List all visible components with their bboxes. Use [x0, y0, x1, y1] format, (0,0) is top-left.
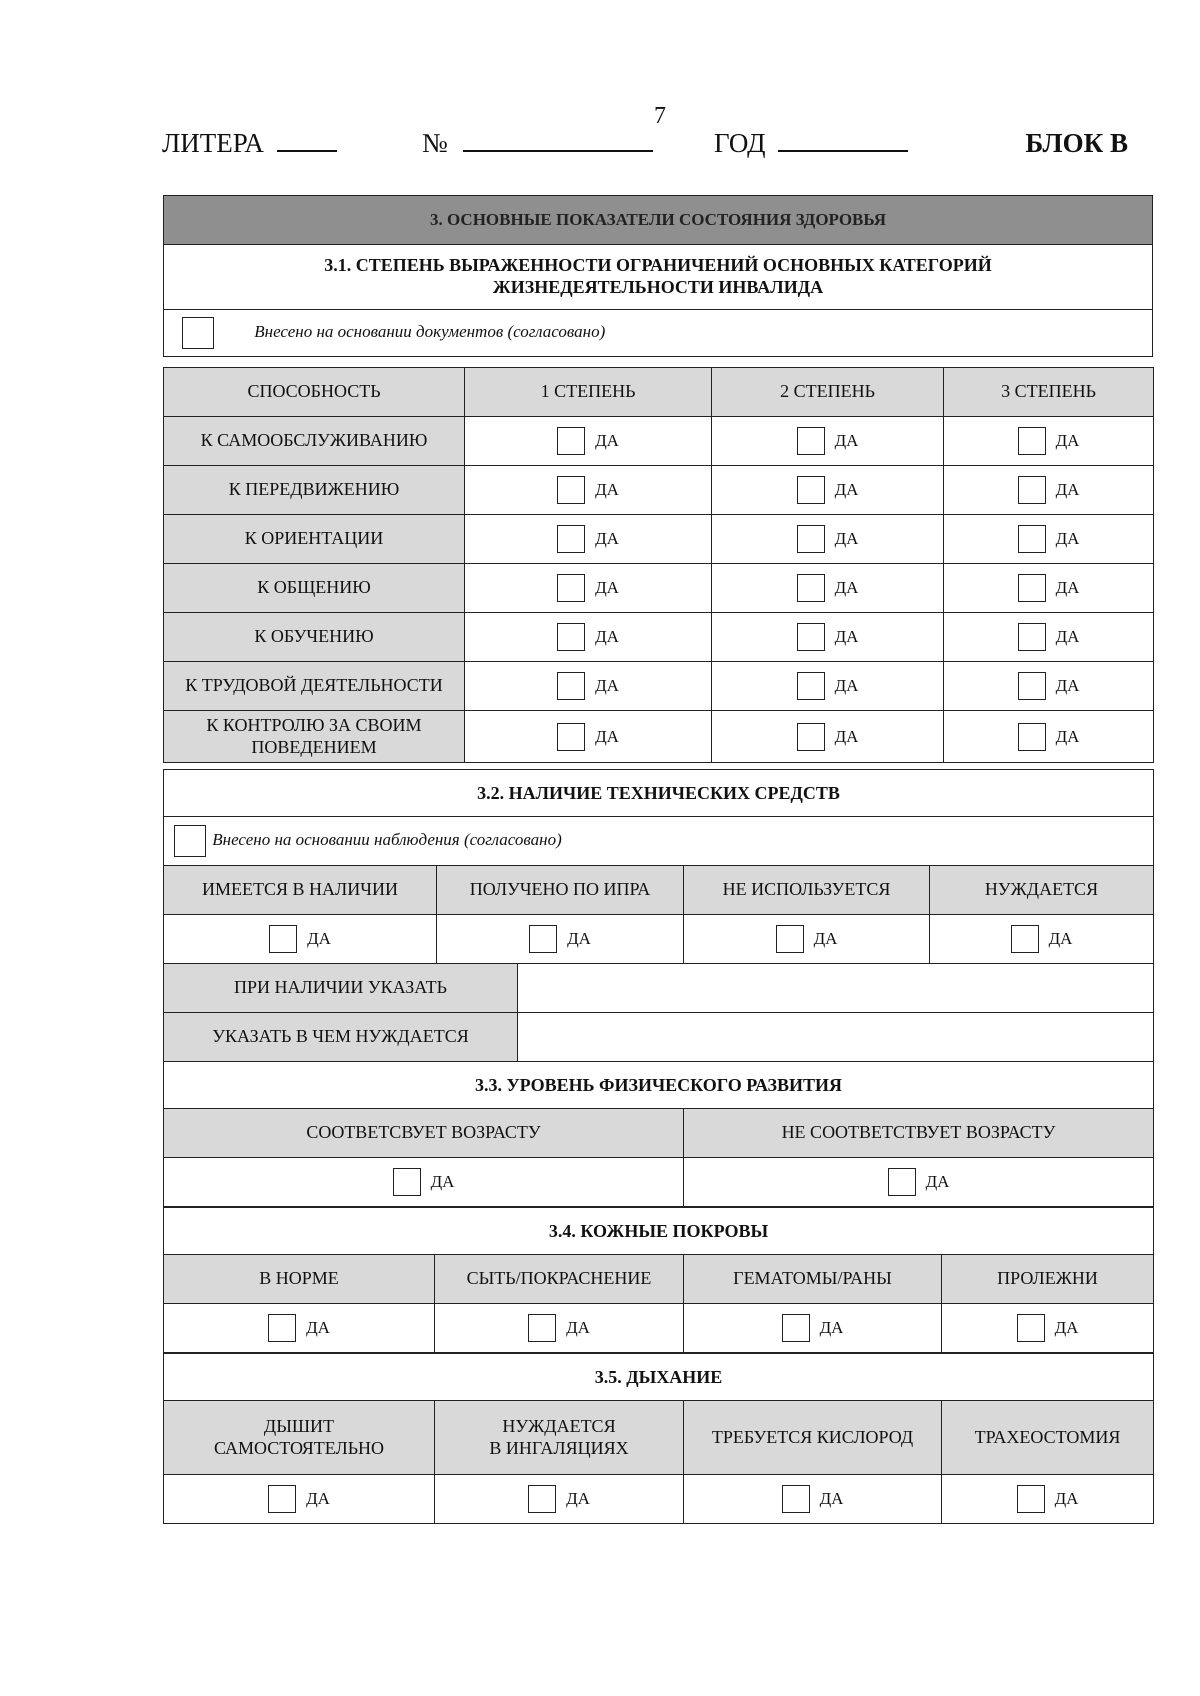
skin-hematomas-checkbox[interactable]: [782, 1314, 810, 1342]
page-number: 7: [654, 103, 666, 129]
physical-development-table: [163, 1061, 1154, 1207]
table-row: [164, 613, 1154, 662]
year-field: [714, 128, 908, 159]
section-3-2-note-row: Внесено на основании наблюдения (согласовано): [164, 817, 1154, 866]
aids-header-available: ИМЕЕТСЯ В НАЛИЧИИ: [164, 866, 437, 915]
ability-movement-label: К ПЕРЕДВИЖЕНИЮ: [164, 466, 465, 515]
form-header: [162, 128, 1128, 164]
work-degree-3-cell: ДА: [944, 662, 1154, 711]
movement-degree-2-checkbox[interactable]: [797, 476, 825, 504]
communication-degree-2-checkbox[interactable]: [797, 574, 825, 602]
number-label: №: [422, 128, 448, 158]
skin-header-hematomas: ГЕМАТОМЫ/РАНЫ: [684, 1255, 942, 1304]
work-degree-2-cell: ДА: [712, 662, 944, 711]
learning-degree-2-checkbox[interactable]: [797, 623, 825, 651]
work-degree-3-checkbox[interactable]: [1018, 672, 1046, 700]
abilities-header-degree-2: 2 СТЕПЕНЬ: [712, 368, 944, 417]
aids-received-checkbox[interactable]: [529, 925, 557, 953]
specify-need-label: УКАЗАТЬ В ЧЕМ НУЖДАЕТСЯ: [164, 1013, 518, 1062]
section-3-5-title: 3.5. ДЫХАНИЕ: [164, 1354, 1154, 1401]
table-row: [164, 564, 1154, 613]
section-3-title: 3. ОСНОВНЫЕ ПОКАЗАТЕЛИ СОСТОЯНИЯ ЗДОРОВЬЯ: [164, 196, 1153, 245]
aids-header-needs: НУЖДАЕТСЯ: [930, 866, 1154, 915]
ability-self-care-label: К САМООБСЛУЖИВАНИЮ: [164, 417, 465, 466]
learning-degree-3-cell: ДА: [944, 613, 1154, 662]
table-row: [164, 662, 1154, 711]
year-blank[interactable]: [778, 149, 908, 152]
behavior-degree-2-cell: ДА: [712, 711, 944, 763]
communication-degree-1-checkbox[interactable]: [557, 574, 585, 602]
ability-communication-label: К ОБЩЕНИЮ: [164, 564, 465, 613]
aids-not-used-cell: ДА: [684, 915, 930, 964]
movement-degree-2-cell: ДА: [712, 466, 944, 515]
technical-aids-table: [163, 769, 1154, 964]
specify-if-available-label: ПРИ НАЛИЧИИ УКАЗАТЬ: [164, 964, 518, 1013]
behavior-degree-3-cell: ДА: [944, 711, 1154, 763]
self-care-degree-2-checkbox[interactable]: [797, 427, 825, 455]
table-row: [164, 466, 1154, 515]
breathing-table: [163, 1353, 1154, 1524]
table-row: [164, 711, 1154, 763]
skin-bedsores-checkbox[interactable]: [1017, 1314, 1045, 1342]
behavior-degree-2-checkbox[interactable]: [797, 723, 825, 751]
dev-matches-checkbox[interactable]: [393, 1168, 421, 1196]
communication-degree-2-cell: ДА: [712, 564, 944, 613]
number-blank[interactable]: [463, 149, 653, 152]
self-care-degree-3-checkbox[interactable]: [1018, 427, 1046, 455]
aids-specify-table: [163, 963, 1154, 1062]
skin-header-rash: СЫТЬ/ПОКРАСНЕНИЕ: [435, 1255, 684, 1304]
section-3-2-title: 3.2. НАЛИЧИЕ ТЕХНИЧЕСКИХ СРЕДСТВ: [164, 770, 1154, 817]
abilities-table: [163, 367, 1154, 763]
section-3-3-title: 3.3. УРОВЕНЬ ФИЗИЧЕСКОГО РАЗВИТИЯ: [164, 1062, 1154, 1109]
orientation-degree-1-checkbox[interactable]: [557, 525, 585, 553]
breath-oxygen-cell: ДА: [684, 1475, 942, 1524]
observation-agreed-checkbox[interactable]: [174, 825, 206, 857]
dev-not-matches-checkbox[interactable]: [888, 1168, 916, 1196]
movement-degree-3-checkbox[interactable]: [1018, 476, 1046, 504]
breath-self-checkbox[interactable]: [268, 1485, 296, 1513]
self-care-degree-2-cell: ДА: [712, 417, 944, 466]
litera-blank[interactable]: [277, 149, 337, 152]
breath-tracheostomy-cell: ДА: [942, 1475, 1154, 1524]
table-row: [164, 915, 1154, 964]
skin-rash-checkbox[interactable]: [528, 1314, 556, 1342]
table-row: [164, 515, 1154, 564]
aids-available-checkbox[interactable]: [269, 925, 297, 953]
dev-header-not-matches-age: НЕ СООТВЕТСТВУЕТ ВОЗРАСТУ: [684, 1109, 1154, 1158]
orientation-degree-2-checkbox[interactable]: [797, 525, 825, 553]
table-row: [164, 1304, 1154, 1353]
orientation-degree-1-cell: ДА: [465, 515, 712, 564]
aids-header-received-ipra: ПОЛУЧЕНО ПО ИПРА: [437, 866, 684, 915]
work-degree-1-checkbox[interactable]: [557, 672, 585, 700]
skin-header-bedsores: ПРОЛЕЖНИ: [942, 1255, 1154, 1304]
dev-not-matches-cell: ДА: [684, 1158, 1154, 1207]
orientation-degree-2-cell: ДА: [712, 515, 944, 564]
aids-needs-cell: ДА: [930, 915, 1154, 964]
movement-degree-3-cell: ДА: [944, 466, 1154, 515]
skin-header-normal: В НОРМЕ: [164, 1255, 435, 1304]
communication-degree-3-checkbox[interactable]: [1018, 574, 1046, 602]
table-row: [164, 1475, 1154, 1524]
specify-if-available-field[interactable]: [518, 964, 1154, 1013]
learning-degree-1-checkbox[interactable]: [557, 623, 585, 651]
learning-degree-2-cell: ДА: [712, 613, 944, 662]
breath-header-inhalation: НУЖДАЕТСЯ В ИНГАЛЯЦИЯХ: [435, 1401, 684, 1475]
abilities-header-ability: СПОСОБНОСТЬ: [164, 368, 465, 417]
breath-tracheostomy-checkbox[interactable]: [1017, 1485, 1045, 1513]
behavior-degree-1-cell: ДА: [465, 711, 712, 763]
documents-agreed-checkbox[interactable]: [182, 317, 214, 349]
ability-orientation-label: К ОРИЕНТАЦИИ: [164, 515, 465, 564]
self-care-degree-3-cell: ДА: [944, 417, 1154, 466]
aids-header-not-used: НЕ ИСПОЛЬЗУЕТСЯ: [684, 866, 930, 915]
breath-inhalation-checkbox[interactable]: [528, 1485, 556, 1513]
health-indicators-form: [163, 195, 1153, 357]
litera-field: [162, 128, 337, 159]
orientation-degree-3-checkbox[interactable]: [1018, 525, 1046, 553]
ability-learning-label: К ОБУЧЕНИЮ: [164, 613, 465, 662]
breath-oxygen-checkbox[interactable]: [782, 1485, 810, 1513]
breath-header-self: ДЫШИТ САМОСТОЯТЕЛЬНО: [164, 1401, 435, 1475]
dev-matches-cell: ДА: [164, 1158, 684, 1207]
skin-rash-cell: ДА: [435, 1304, 684, 1353]
specify-need-field[interactable]: [518, 1013, 1154, 1062]
movement-degree-1-cell: ДА: [465, 466, 712, 515]
orientation-degree-3-cell: ДА: [944, 515, 1154, 564]
number-field: [422, 128, 653, 159]
aids-available-cell: ДА: [164, 915, 437, 964]
breath-self-cell: ДА: [164, 1475, 435, 1524]
section-3-1-title: 3.1. СТЕПЕНЬ ВЫРАЖЕННОСТИ ОГРАНИЧЕНИЙ ОСНОВНЫХ КАТЕГОРИЙ ЖИЗНЕДЕЯТЕЛЬНОСТИ ИНВАЛИДА: [164, 245, 1153, 310]
learning-degree-1-cell: ДА: [465, 613, 712, 662]
self-care-degree-1-checkbox[interactable]: [557, 427, 585, 455]
abilities-header-degree-3: 3 СТЕПЕНЬ: [944, 368, 1154, 417]
ability-behavior-control-label: К КОНТРОЛЮ ЗА СВОИМ ПОВЕДЕНИЕМ: [164, 711, 465, 763]
block-label: БЛОК В: [1025, 128, 1128, 158]
breath-inhalation-cell: ДА: [435, 1475, 684, 1524]
skin-normal-checkbox[interactable]: [268, 1314, 296, 1342]
communication-degree-3-cell: ДА: [944, 564, 1154, 613]
litera-label: ЛИТЕРА: [162, 128, 264, 158]
section-3-4-title: 3.4. КОЖНЫЕ ПОКРОВЫ: [164, 1208, 1154, 1255]
self-care-degree-1-cell: ДА: [465, 417, 712, 466]
table-row: [164, 1158, 1154, 1207]
behavior-degree-3-checkbox[interactable]: [1018, 723, 1046, 751]
aids-needs-checkbox[interactable]: [1011, 925, 1039, 953]
year-label: ГОД: [714, 128, 766, 158]
movement-degree-1-checkbox[interactable]: [557, 476, 585, 504]
behavior-degree-1-checkbox[interactable]: [557, 723, 585, 751]
dev-header-matches-age: СООТВЕТСВУЕТ ВОЗРАСТУ: [164, 1109, 684, 1158]
skin-normal-cell: ДА: [164, 1304, 435, 1353]
work-degree-2-checkbox[interactable]: [797, 672, 825, 700]
skin-table: [163, 1207, 1154, 1353]
ability-work-label: К ТРУДОВОЙ ДЕЯТЕЛЬНОСТИ: [164, 662, 465, 711]
skin-bedsores-cell: ДА: [942, 1304, 1154, 1353]
table-row: [164, 417, 1154, 466]
learning-degree-3-checkbox[interactable]: [1018, 623, 1046, 651]
aids-received-cell: ДА: [437, 915, 684, 964]
communication-degree-1-cell: ДА: [465, 564, 712, 613]
skin-hematomas-cell: ДА: [684, 1304, 942, 1353]
abilities-header-degree-1: 1 СТЕПЕНЬ: [465, 368, 712, 417]
aids-not-used-checkbox[interactable]: [776, 925, 804, 953]
breath-header-oxygen: ТРЕБУЕТСЯ КИСЛОРОД: [684, 1401, 942, 1475]
section-3-1-note-row: Внесено на основании документов (согласовано): [164, 310, 1153, 357]
breath-header-tracheostomy: ТРАХЕОСТОМИЯ: [942, 1401, 1154, 1475]
work-degree-1-cell: ДА: [465, 662, 712, 711]
